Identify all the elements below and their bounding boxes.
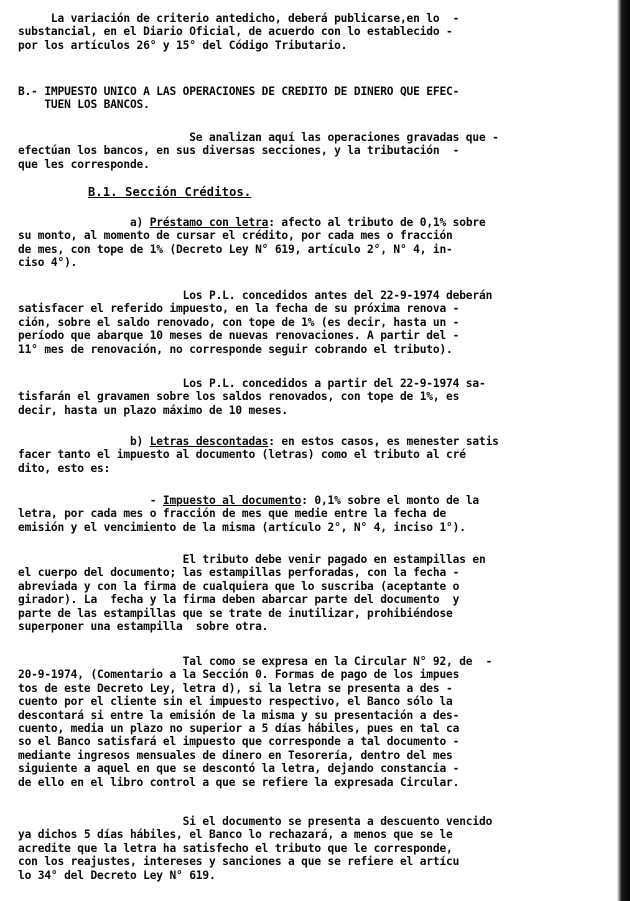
text-line: de ello en el libro control a que se refiere la expresada Circular.: [18, 775, 460, 789]
paragraph-letras-descontadas: [18, 435, 614, 475]
text-line: superponer una estampilla sobre otra.: [18, 620, 269, 634]
text-line: por los artículos 26° y 15° del Código Tributario.: [18, 38, 348, 52]
text-line: dito, esto es:: [18, 461, 111, 475]
heading-line: B.- IMPUESTO UNICO A LAS OPERACIONES DE CREDITO DE DINERO QUE EFEC-: [18, 85, 460, 98]
text-line: Tal como se expresa en la Circular N° 92, de -: [18, 655, 493, 668]
text-line: efectúan los bancos, en sus diversas secciones, y la tributación -: [18, 144, 460, 158]
text-line: Se analizan aquí las operaciones gravadas que -: [18, 131, 499, 144]
text-line: letra, por cada mes o fracción de mes que medie entre la fecha de: [18, 507, 447, 521]
term-letras-descontadas: Letras descontadas: [149, 435, 269, 448]
paragraph-impuesto-documento: [18, 494, 614, 534]
heading-line: TUEN LOS BANCOS.: [18, 98, 150, 112]
text-line: siguiente a aquel en que se descontó la letra, dejando constancia -: [18, 762, 460, 776]
text-line: decir, hasta un plazo máximo de 10 meses.: [18, 403, 289, 417]
text-line: - Impuesto al documento: 0,1% sobre el monto de la: [18, 494, 479, 507]
text-line: descontará si entre la emisión de la misma y su presentación a des-: [18, 708, 460, 722]
text-line: lo 34° del Decreto Ley N° 619.: [18, 868, 216, 882]
text-line: su monto, al momento de cursar el crédito, por cada mes o fracción: [18, 229, 453, 243]
text-line: abreviada y con la firma de cualquiera que lo suscriba (aceptante o: [18, 579, 460, 593]
paragraph-publication-notice: [18, 12, 614, 52]
text-line: que les corresponde.: [18, 157, 150, 171]
section-b1-title: B.1. Sección Créditos.: [88, 185, 252, 199]
text-line: de mes, con tope de 1% (Decreto Ley N° 619, artículo 2°, N° 4, in-: [18, 242, 453, 256]
text-line: Los P.L. concedidos antes del 22-9-1974 deberán: [18, 289, 493, 302]
text-line: La variación de criterio antedicho, deberá publicarse,en lo -: [18, 12, 460, 25]
text-line: ciso 4°).: [18, 256, 78, 270]
text-line: acredite que la letra ha satisfecho el tributo que le corresponde,: [18, 841, 453, 855]
text-line: satisfacer el referido impuesto, en la fecha de su próxima renova -: [18, 302, 460, 316]
text-line: tos de este Decreto Ley, letra d), si la letra se presenta a des -: [18, 681, 453, 695]
text-line: facer tanto el impuesto al documento (letras) como el tributo al cré: [18, 448, 466, 462]
text-line: b) Letras descontadas: en estos casos, es menester satis: [18, 435, 499, 448]
text-line: 11° mes de renovación, no corresponde seguir cobrando el tributo).: [18, 342, 453, 356]
section-b-heading: [18, 85, 614, 112]
paragraph-documento-vencido: [18, 815, 614, 882]
text-line: so el Banco satisfará el impuesto que corresponde a tal documento -: [18, 735, 460, 749]
text-line: ción, sobre el saldo renovado, con tope de 1% (es decir, hasta un -: [18, 315, 460, 329]
text-line: 20-9-1974, (Comentario a la Sección 0. Formas de pago de los impues: [18, 668, 460, 682]
paragraph-pl-after: [18, 377, 614, 417]
paragraph-prestamo-con-letra: [18, 216, 614, 270]
text-line: girador). La fecha y la firma deben abarcar parte del documento y: [18, 593, 460, 607]
paragraph-circular-92: [18, 655, 614, 789]
text-line: emisión y el vencimiento de la misma (artículo 2°, N° 4, inciso 1°).: [18, 520, 466, 534]
paragraph-estampillas: [18, 553, 614, 633]
scan-edge-shadow: [617, 0, 630, 901]
text-line: cuento, media un plazo no superior a 5 días hábiles, pues en tal ca: [18, 722, 460, 736]
text-line: El tributo debe venir pagado en estampillas en: [18, 553, 486, 566]
term-prestamo-con-letra: Préstamo con letra: [149, 216, 269, 229]
text-line: a) Préstamo con letra: afecto al tributo de 0,1% sobre: [18, 216, 486, 229]
text-line: Si el documento se presenta a descuento vencido: [18, 815, 493, 828]
term-impuesto-al-documento: Impuesto al documento: [162, 494, 302, 507]
paragraph-pl-before: [18, 289, 614, 356]
text-line: substancial, en el Diario Oficial, de acuerdo con lo establecido -: [18, 25, 453, 39]
text-line: el cuerpo del documento; las estampillas perforadas, con la fecha -: [18, 566, 460, 580]
text-line: período que abarque 10 meses de nuevas renovaciones. A partir del -: [18, 329, 460, 343]
text-line: Los P.L. concedidos a partir del 22-9-1974 sa-: [18, 377, 486, 390]
text-line: parte de las estampillas que se trate de inutilizar, prohibiéndose: [18, 606, 453, 620]
text-line: ya dichos 5 días hábiles, el Banco lo rechazará, a menos que se le: [18, 828, 453, 842]
text-line: mediante ingresos mensuales de dinero en Tesorería, dentro del mes: [18, 748, 453, 762]
text-line: cuento por el cliente sin el impuesto respectivo, el Banco sólo la: [18, 695, 453, 709]
paragraph-intro: [18, 131, 614, 171]
text-line: tisfarán el gravamen sobre los saldos renovados, con tope de 1%, es: [18, 390, 460, 404]
text-line: con los reajustes, intereses y sanciones a que se refiere el artícu: [18, 855, 460, 869]
